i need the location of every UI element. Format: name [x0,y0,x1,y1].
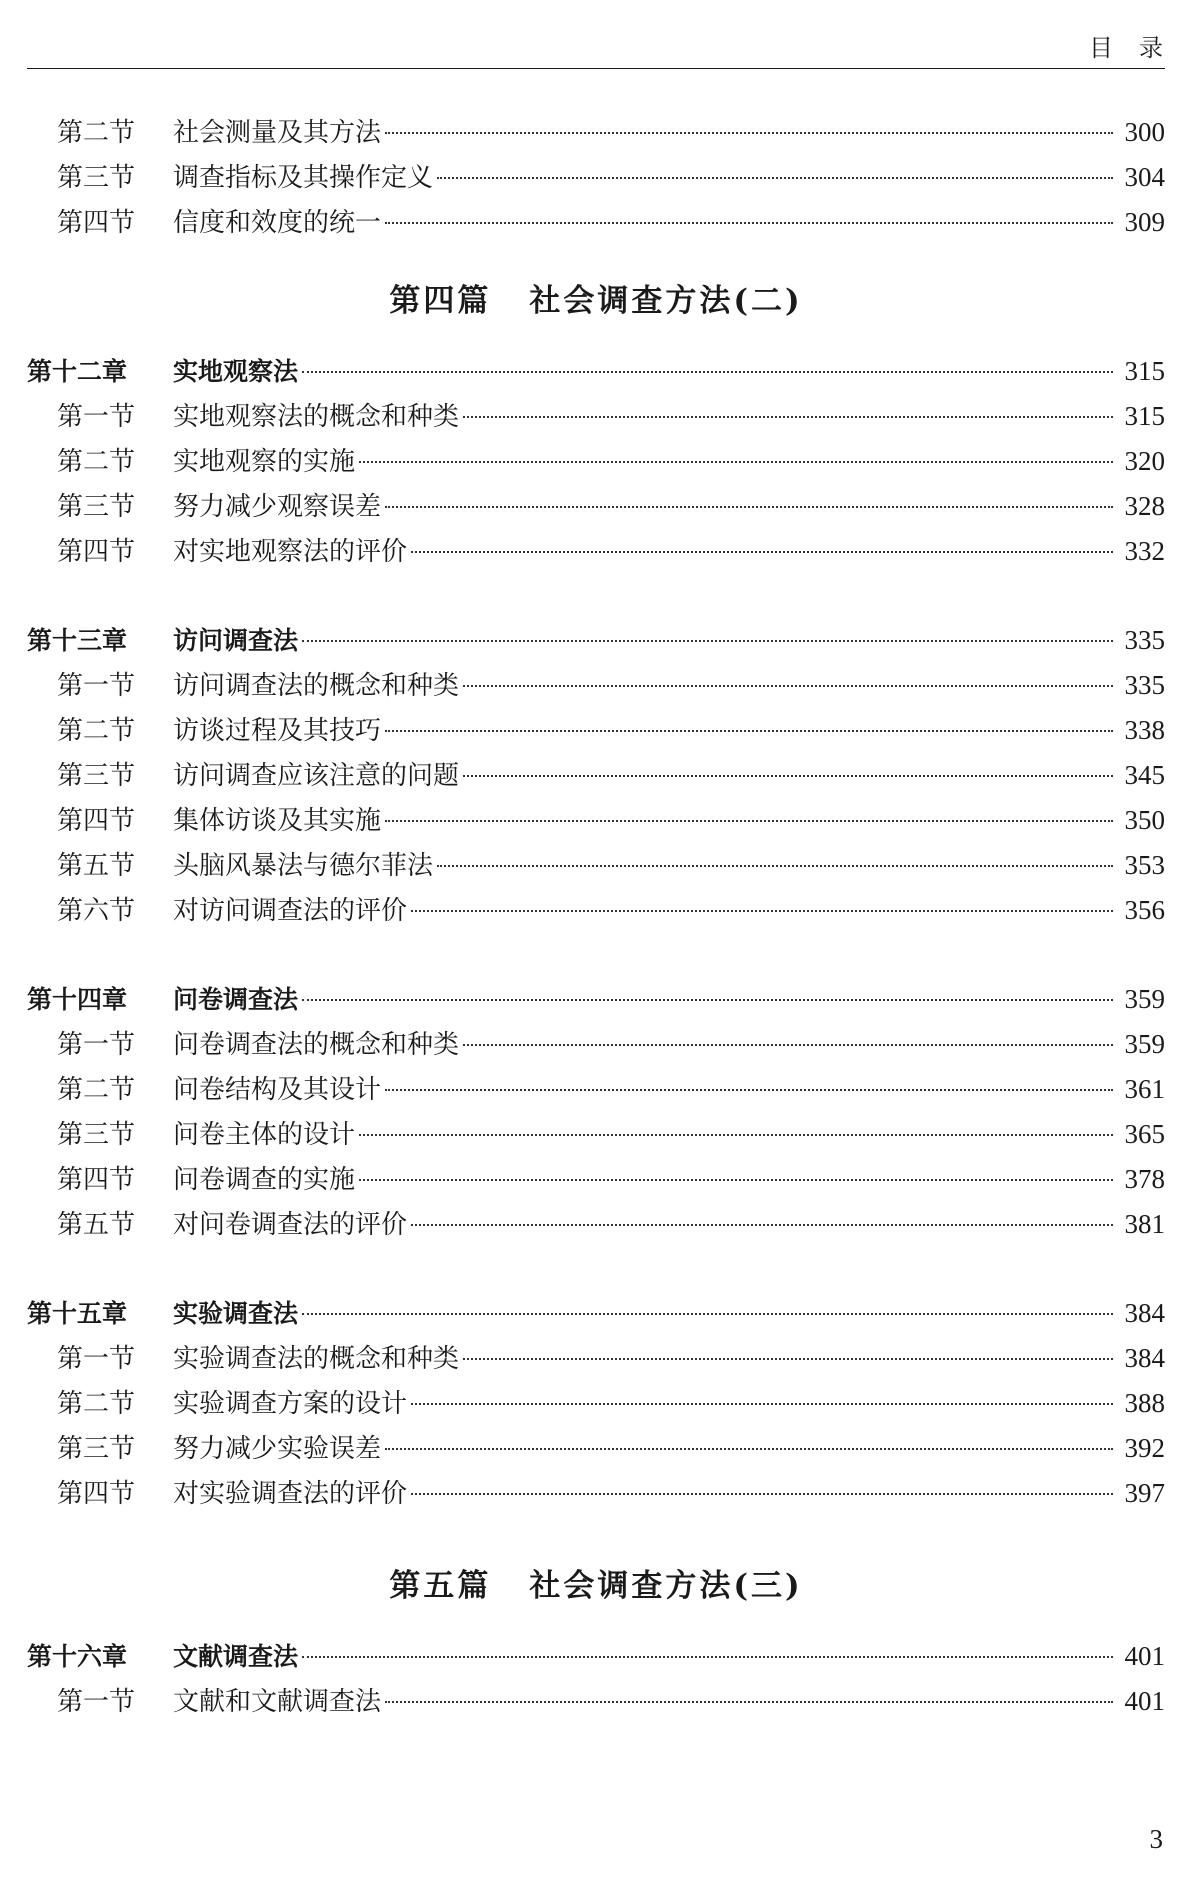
page-number: 3 [1149,1824,1163,1854]
dot-leader [302,1313,1113,1315]
section-title: 对问卷调查法的评价 [173,1210,408,1240]
chapter-label: 第十二章 [27,357,128,386]
part-heading [27,257,1165,345]
section-title: 调查指标及其操作定义 [173,163,434,193]
toc-section-row[interactable] [27,200,1165,245]
dot-leader [385,132,1113,134]
toc-section-row[interactable] [27,1381,1165,1426]
dot-leader [359,1179,1113,1181]
toc-section-row[interactable] [27,155,1165,200]
section-label: 第三节 [57,492,136,522]
page-number-ref: 384 [1124,1343,1165,1373]
toc-chapter-row[interactable] [27,349,1165,394]
section-label: 第四节 [57,1165,136,1195]
page-number-ref: 378 [1124,1164,1165,1194]
section-title: 问卷结构及其设计 [173,1075,382,1105]
chapter-title: 访问调查法 [173,626,299,655]
section-label: 第四节 [57,806,136,836]
page-number-ref: 361 [1124,1074,1165,1104]
section-label: 第二节 [57,447,136,477]
dot-leader [302,640,1113,642]
section-title: 努力减少观察误差 [173,492,382,522]
dot-leader [385,820,1113,822]
section-label: 第三节 [57,1120,136,1150]
chapter-title: 实验调查法 [173,1299,299,1328]
toc-section-row[interactable] [27,1202,1165,1247]
dot-leader [463,416,1113,418]
page-number-ref: 397 [1124,1478,1165,1508]
header-rule [27,68,1165,69]
dot-leader [463,685,1113,687]
section-title: 问卷调查法的概念和种类 [173,1030,460,1060]
section-title: 社会测量及其方法 [173,118,382,148]
section-title: 实验调查方案的设计 [173,1389,408,1419]
section-title: 集体访谈及其实施 [173,806,382,836]
toc-section-row[interactable] [27,663,1165,708]
dot-leader [411,551,1113,553]
toc-section-row[interactable] [27,110,1165,155]
section-title: 访问调查法的概念和种类 [173,671,460,701]
page-number-ref: 328 [1124,491,1165,521]
page-number-ref: 392 [1124,1433,1165,1463]
toc-section-row[interactable] [27,753,1165,798]
toc-chapter-row[interactable] [27,1291,1165,1336]
section-title: 头脑风暴法与德尔菲法 [173,851,434,881]
toc-section-row[interactable] [27,1022,1165,1067]
dot-leader [385,1701,1113,1703]
chapter-gap [27,933,1165,977]
dot-leader [385,730,1113,732]
toc-section-row[interactable] [27,888,1165,933]
page-number-ref: 335 [1124,670,1165,700]
dot-leader [463,1358,1113,1360]
toc-section-row[interactable] [27,1679,1165,1724]
part-heading [27,1542,1165,1630]
page-number-ref: 320 [1124,446,1165,476]
toc-section-row[interactable] [27,1067,1165,1112]
section-title: 信度和效度的统一 [173,208,382,238]
dot-leader [385,1448,1113,1450]
section-title: 实验调查法的概念和种类 [173,1344,460,1374]
toc-section-row[interactable] [27,1336,1165,1381]
section-label: 第四节 [57,537,136,567]
chapter-label: 第十五章 [27,1299,128,1328]
page-number-ref: 356 [1124,895,1165,925]
page-number-ref: 359 [1124,984,1165,1014]
page-number-ref: 315 [1124,356,1165,386]
page-number-ref: 309 [1124,207,1165,237]
section-title: 文献和文献调查法 [173,1687,382,1717]
page-number-ref: 338 [1124,715,1165,745]
dot-leader [411,1493,1113,1495]
part-number: 第五篇 [389,1568,492,1604]
section-label: 第三节 [57,1434,136,1464]
part-number: 第四篇 [389,283,492,319]
page-number-ref: 332 [1124,536,1165,566]
section-label: 第一节 [57,1344,136,1374]
toc-section-row[interactable] [27,529,1165,574]
toc-section-row[interactable] [27,394,1165,439]
toc-chapter-row[interactable] [27,618,1165,663]
chapter-label: 第十四章 [27,985,128,1014]
toc-section-row[interactable] [27,843,1165,888]
chapter-gap [27,1247,1165,1291]
page-number-ref: 401 [1124,1641,1165,1671]
section-label: 第二节 [57,1075,136,1105]
section-title: 对实验调查法的评价 [173,1479,408,1509]
section-label: 第二节 [57,118,136,148]
chapter-title: 文献调查法 [173,1642,299,1671]
dot-leader [302,371,1113,373]
dot-leader [359,461,1113,463]
section-title: 努力减少实验误差 [173,1434,382,1464]
dot-leader [385,222,1113,224]
toc-section-row[interactable] [27,439,1165,484]
section-title: 实地观察法的概念和种类 [173,402,460,432]
section-title: 对访问调查法的评价 [173,896,408,926]
page-number-ref: 381 [1124,1209,1165,1239]
page-number-ref: 350 [1124,805,1165,835]
section-label: 第六节 [57,896,136,926]
section-label: 第五节 [57,851,136,881]
page-number-ref: 388 [1124,1388,1165,1418]
toc-section-row[interactable] [27,484,1165,529]
part-title: 社会调查方法(三) [529,1568,803,1604]
page-number-ref: 304 [1124,162,1165,192]
section-title: 访谈过程及其技巧 [173,716,382,746]
dot-leader [302,999,1113,1001]
section-label: 第一节 [57,671,136,701]
section-label: 第一节 [57,1030,136,1060]
section-label: 第二节 [57,716,136,746]
section-title: 对实地观察法的评价 [173,537,408,567]
section-label: 第一节 [57,1687,136,1717]
section-title: 问卷调查的实施 [173,1165,356,1195]
page-number-ref: 345 [1124,760,1165,790]
part-title: 社会调查方法(二) [529,283,803,319]
page-number-ref: 300 [1124,117,1165,147]
toc-chapter-row[interactable] [27,977,1165,1022]
page-number-ref: 365 [1124,1119,1165,1149]
dot-leader [411,910,1113,912]
toc-section-row[interactable] [27,1426,1165,1471]
dot-leader [463,1044,1113,1046]
toc-section-row[interactable] [27,1112,1165,1157]
toc-section-row[interactable] [27,708,1165,753]
chapter-title: 问卷调查法 [173,985,299,1014]
section-label: 第三节 [57,761,136,791]
section-label: 第三节 [57,163,136,193]
dot-leader [302,1656,1113,1658]
page-number-ref: 315 [1124,401,1165,431]
chapter-label: 第十六章 [27,1642,128,1671]
toc-section-row[interactable] [27,798,1165,843]
page-number-ref: 384 [1124,1298,1165,1328]
section-title: 问卷主体的设计 [173,1120,356,1150]
table-of-contents [27,110,1165,1724]
toc-section-row[interactable] [27,1471,1165,1516]
section-label: 第二节 [57,1389,136,1419]
chapter-gap [27,574,1165,618]
chapter-title: 实地观察法 [173,357,299,386]
dot-leader [437,177,1113,179]
section-label: 第四节 [57,1479,136,1509]
dot-leader [463,775,1113,777]
running-header: 目录 [1089,34,1189,62]
toc-section-row[interactable] [27,1157,1165,1202]
toc-chapter-row[interactable] [27,1634,1165,1679]
section-label: 第一节 [57,402,136,432]
page-number-ref: 401 [1124,1686,1165,1716]
section-title: 实地观察的实施 [173,447,356,477]
dot-leader [385,506,1113,508]
dot-leader [411,1224,1113,1226]
dot-leader [359,1134,1113,1136]
chapter-label: 第十三章 [27,626,128,655]
page-number-ref: 359 [1124,1029,1165,1059]
section-label: 第五节 [57,1210,136,1240]
page-number-ref: 353 [1124,850,1165,880]
section-label: 第四节 [57,208,136,238]
dot-leader [411,1403,1113,1405]
section-title: 访问调查应该注意的问题 [173,761,460,791]
dot-leader [385,1089,1113,1091]
page-number-ref: 335 [1124,625,1165,655]
dot-leader [437,865,1113,867]
